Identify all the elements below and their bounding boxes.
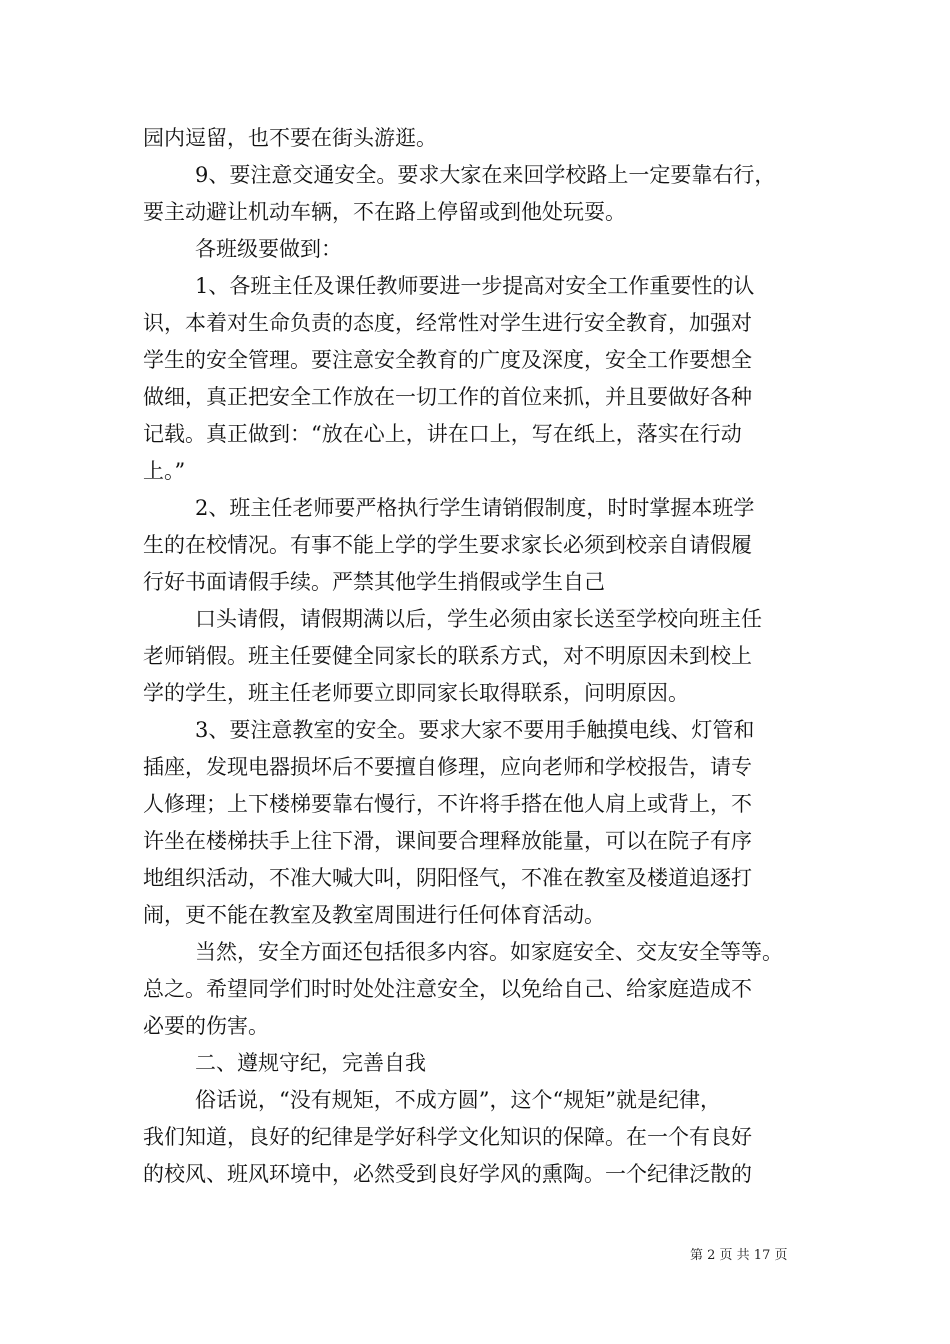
- text-line: 1、各班主任及课任教师要进一步提高对安全工作重要性的认: [195, 274, 755, 298]
- text-line: 行好书面请假手续。严禁其他学生捎假或学生自己: [143, 570, 605, 594]
- text-line: 学的学生，班主任老师要立即同家长取得联系，问明原因。: [143, 681, 689, 705]
- text-line: 闹，更不能在教室及教室周围进行任何体育活动。: [143, 903, 605, 927]
- text-line: 人修理；上下楼梯要靠右慢行，不许将手搭在他人肩上或背上，不: [143, 792, 752, 816]
- text-line: 的校风、班风环境中，必然受到良好学风的熏陶。一个纪律泛散的: [143, 1162, 752, 1186]
- text-line: 许坐在楼梯扶手上往下滑，课间要合理释放能量，可以在院子有序: [143, 829, 752, 853]
- text-line: 我们知道，良好的纪律是学好科学文化知识的保障。在一个有良好: [143, 1125, 752, 1149]
- text-line: 上。”: [143, 459, 186, 483]
- text-line: 必要的伤害。: [143, 1014, 269, 1038]
- text-line: 俗话说，“没有规矩，不成方圆”，这个“规矩”就是纪律，: [195, 1088, 721, 1112]
- text-line: 要主动避让机动车辆，不在路上停留或到他处玩耍。: [143, 200, 626, 224]
- text-line: 9、要注意交通安全。要求大家在来回学校路上一定要靠右行，: [195, 163, 776, 187]
- text-line: 当然，安全方面还包括很多内容。如家庭安全、交友安全等等。: [195, 940, 783, 964]
- text-line: 各班级要做到：: [195, 237, 342, 261]
- text-line: 总之。希望同学们时时处处注意安全，以免给自己、给家庭造成不: [143, 977, 752, 1001]
- text-line: 3、要注意教室的安全。要求大家不要用手触摸电线、灯管和: [195, 718, 755, 742]
- text-line: 地组织活动，不准大喊大叫，阴阳怪气，不准在教室及楼道追逐打: [143, 866, 752, 890]
- text-line: 插座，发现电器损坏后不要擅自修理，应向老师和学校报告，请专: [143, 755, 752, 779]
- text-line: 做细，真正把安全工作放在一切工作的首位来抓，并且要做好各种: [143, 385, 752, 409]
- text-line: 园内逗留，也不要在街头游逛。: [143, 126, 437, 150]
- text-line: 生的在校情况。有事不能上学的学生要求家长必须到校亲自请假履: [143, 533, 752, 557]
- text-line: 2、班主任老师要严格执行学生请销假制度，时时掌握本班学: [195, 496, 755, 520]
- text-line: 口头请假，请假期满以后，学生必须由家长送至学校向班主任: [195, 607, 762, 631]
- text-line: 识，本着对生命负责的态度，经常性对学生进行安全教育，加强对: [143, 311, 752, 335]
- text-line: 记载。真正做到：“放在心上，讲在口上，写在纸上，落实在行动: [143, 422, 742, 446]
- page-number: 第 2 页 共 17 页: [690, 1248, 788, 1263]
- text-line: 二、遵规守纪，完善自我: [195, 1051, 426, 1075]
- body-text: [143, 120, 815, 1193]
- text-line: 学生的安全管理。要注意安全教育的广度及深度，安全工作要想全: [143, 348, 752, 372]
- text-line: 老师销假。班主任要健全同家长的联系方式，对不明原因未到校上: [143, 644, 752, 668]
